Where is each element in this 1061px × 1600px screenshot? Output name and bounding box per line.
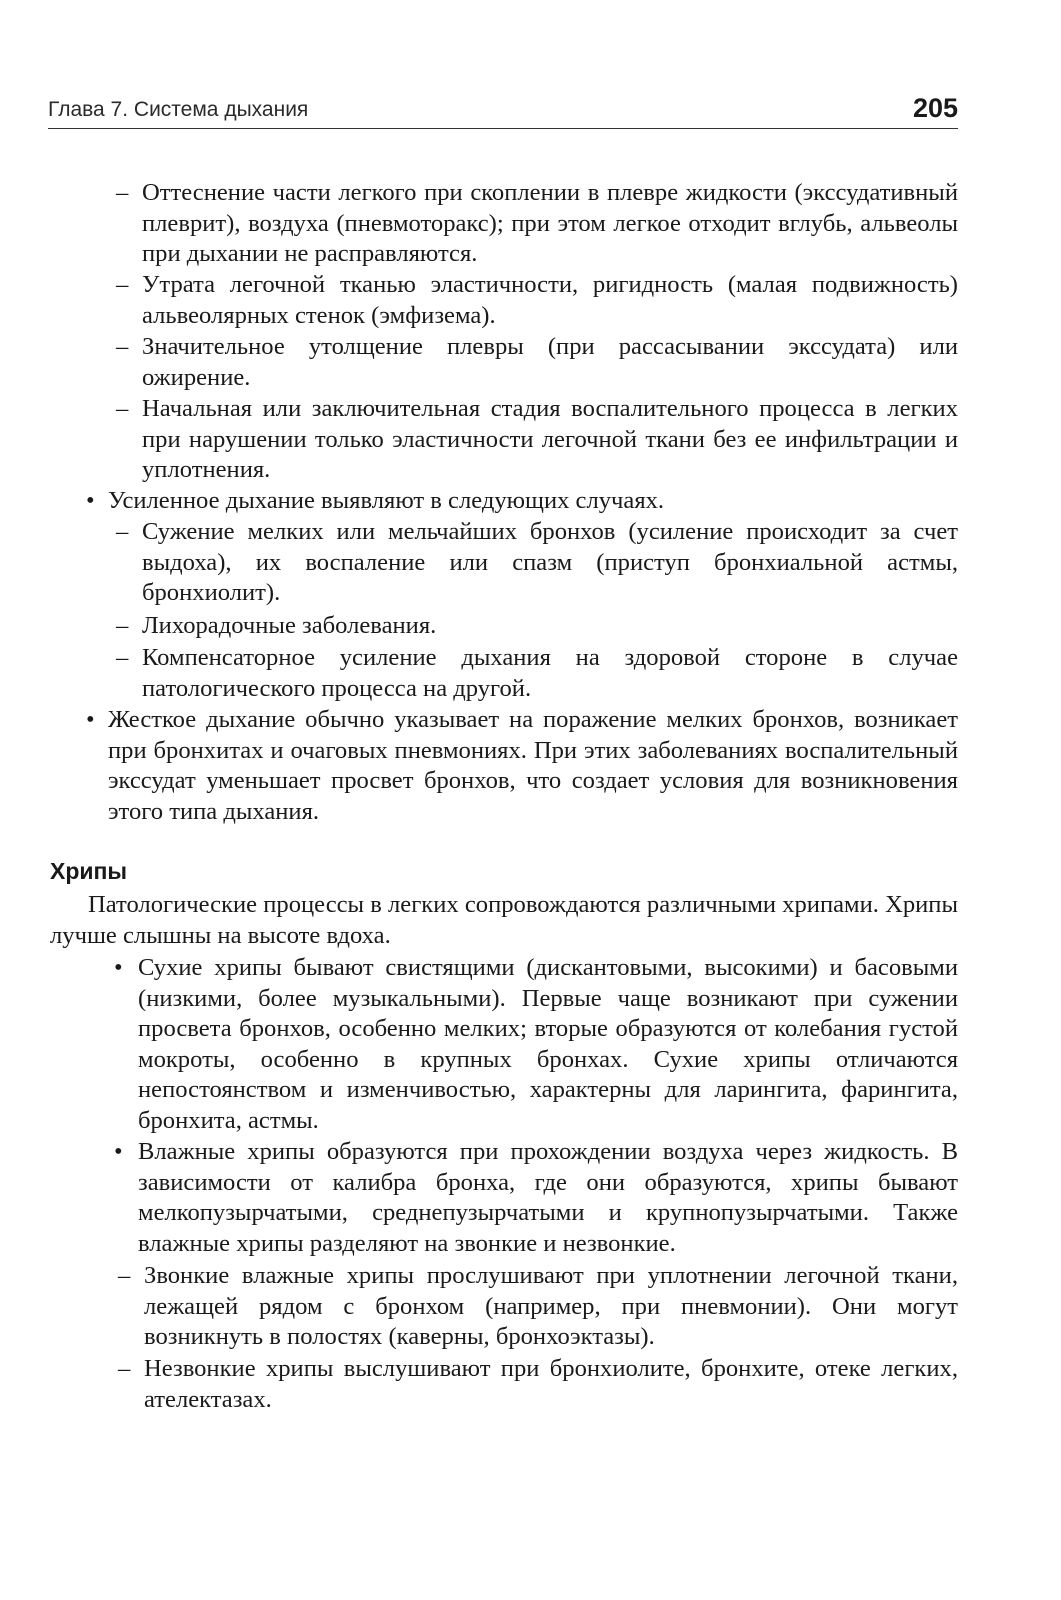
list-item [118, 1261, 958, 1353]
dash-marker: – [116, 518, 129, 545]
list-item [116, 517, 958, 609]
list-item [116, 643, 958, 704]
list-item [118, 1354, 958, 1415]
list-item-text: Незвонкие хрипы выслушивают при бронхиолите, бронхите, отеке легких, ателектазах. [144, 1355, 958, 1413]
list-item [116, 178, 958, 270]
dash-marker: – [116, 644, 129, 671]
bullet-marker: • [114, 1138, 123, 1165]
bullet-item-text: Жесткое дыхание обычно указывает на поражение мелких бронхов, возникает при бронхитах и очаговых пневмониях. При этих заболеваниях воспалительный экссудат уменьшает просвет бронхов, что создает условия для возникновения этого типа дыхания. [108, 706, 958, 825]
bullet-item-text: Влажные хрипы образуются при прохождении воздуха через жидкость. В зависимости от калибра бронха, где они образуются, хрипы бывают мелкопузырчатыми, среднепузырчатыми и крупнопузырчатыми. Также влажные хрипы разделяют на звонкие и незвонкие. [138, 1138, 958, 1257]
dash-marker: – [116, 612, 129, 639]
list-item-text: Звонкие влажные хрипы прослушивают при уплотнении легочной ткани, лежащей рядом с бронхом (например, при пневмонии). Они могут возникнуть в полостях (каверны, бронхоэктазы). [144, 1262, 958, 1350]
dash-marker: – [118, 1355, 131, 1382]
list-item-text: Значительное утолщение плевры (при рассасывании экссудата) или ожирение. [142, 333, 958, 391]
list-item-text: Компенсаторное усиление дыхания на здоровой стороне в случае патологического процесса на другой. [142, 644, 958, 702]
running-header [48, 92, 958, 129]
list-item-text: Утрата легочной тканью эластичности, ригидность (малая подвижность) альвеолярных стенок (эмфизема). [142, 271, 958, 329]
page-number: 205 [912, 93, 958, 123]
dash-marker: – [116, 333, 129, 360]
dash-marker: – [116, 271, 129, 298]
bullet-marker: • [114, 954, 123, 981]
chapter-title: Глава 7. Система дыхания [48, 98, 309, 121]
list-item [116, 394, 958, 486]
bullet-marker: • [86, 487, 95, 514]
bullet-item [114, 1137, 958, 1259]
list-item [116, 611, 958, 642]
list-item-text: Лихорадочные заболевания. [142, 612, 437, 639]
list-item-text: Начальная или заключительная стадия воспалительного процесса в легких при нарушении только эластичности легочной ткани без ее инфильтрации и уплотнения. [142, 395, 958, 483]
dash-marker: – [116, 395, 129, 422]
section-heading: Хрипы [50, 858, 128, 884]
bullet-item [114, 953, 958, 1136]
bullet-item-text: Сухие хрипы бывают свистящими (дискантовыми, высокими) и басовыми (низкими, более музыкальными). Первые чаще возникают при сужении просвета бронхов, особенно мелких; вторые образуются от колебания густой мокроты, особенно в крупных бронхах. Сухие хрипы отличаются непостоянством и изменчивостью, характерны для ларингита, фарингита, бронхита, астмы. [138, 954, 958, 1134]
bullet-item [86, 486, 958, 517]
dash-marker: – [118, 1262, 131, 1289]
bullet-item-text: Усиленное дыхание выявляют в следующих случаях. [108, 487, 665, 514]
list-item [116, 332, 958, 393]
list-item-text: Оттеснение части легкого при скоплении в плевре жидкости (экссудативный плеврит), воздуха (пневмоторакс); при этом легкое отходит вглубь, альвеолы при дыхании не расправляются. [142, 179, 958, 267]
bullet-marker: • [86, 706, 95, 733]
bullet-item [86, 705, 958, 827]
list-item-text: Сужение мелких или мельчайших бронхов (усиление происходит за счет выдоха), их воспаление или спазм (приступ бронхиальной астмы, бронхиолит). [142, 518, 958, 606]
list-item [116, 270, 958, 331]
dash-marker: – [116, 179, 129, 206]
section-intro: Патологические процессы в легких сопровождаются различными хрипами. Хрипы лучше слышны на высоте вдоха. [50, 891, 958, 949]
